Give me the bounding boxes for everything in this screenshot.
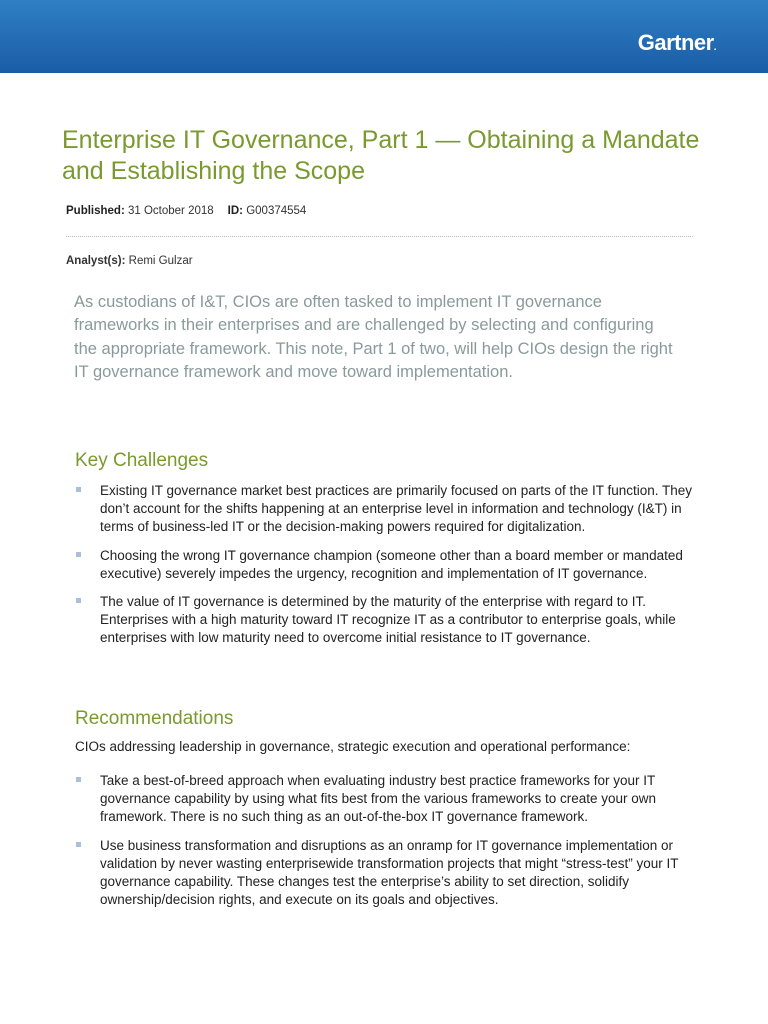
key-challenges-list bbox=[75, 482, 695, 648]
list-item bbox=[75, 547, 695, 583]
document-id: G00374554 bbox=[246, 205, 307, 217]
summary-paragraph: As custodians of I&T, CIOs are often tasked to implement IT governance frameworks in their enterprises and are challenged by selecting and configuring the appropriate framework. This note, Part 1 of two, will help CIOs design the right IT governance framework and move toward implementation. bbox=[74, 293, 673, 381]
published-label: Published: bbox=[66, 205, 125, 217]
list-item bbox=[75, 837, 695, 910]
document-title: Enterprise IT Governance, Part 1 — Obtaining a Mandate and Establishing the Scope bbox=[62, 126, 700, 185]
recommendations-heading: Recommendations bbox=[75, 708, 234, 729]
recommendation-text: Take a best-of-breed approach when evaluating industry best practice frameworks for your IT governance capability by using what fits best from the various frameworks to create your own framework. There is no such thing as an out-of-the-box IT governance framework. bbox=[100, 773, 657, 825]
recommendations-list bbox=[75, 772, 695, 909]
publication-meta bbox=[66, 205, 306, 217]
published-date: 31 October 2018 bbox=[127, 205, 214, 217]
analyst-line bbox=[66, 255, 193, 267]
square-bullet-icon bbox=[76, 777, 81, 782]
divider bbox=[66, 236, 693, 237]
recommendations-intro: CIOs addressing leadership in governance, strategic execution and operational performance: bbox=[75, 739, 631, 754]
key-challenges-heading: Key Challenges bbox=[75, 450, 209, 471]
challenge-text: The value of IT governance is determined by the maturity of the enterprise with regard to IT. Enterprises with a high maturity toward IT recognize IT as a contributor to enterprise goals, while enterprises with low maturity need to overcome initial resistance to IT governance. bbox=[100, 594, 676, 646]
analyst-label: Analyst(s): bbox=[66, 255, 126, 267]
header-bar bbox=[0, 0, 768, 73]
list-item bbox=[75, 772, 695, 827]
logo-mark: . bbox=[713, 42, 716, 53]
analyst-name: Remi Gulzar bbox=[128, 255, 193, 267]
square-bullet-icon bbox=[76, 598, 81, 603]
list-item bbox=[75, 482, 695, 537]
square-bullet-icon bbox=[76, 552, 81, 557]
list-item bbox=[75, 593, 695, 648]
challenge-text: Choosing the wrong IT governance champion (someone other than a board member or mandated executive) severely impedes the urgency, recognition and implementation of IT governance. bbox=[100, 547, 683, 581]
square-bullet-icon bbox=[76, 842, 81, 847]
gartner-logo: Gartner. bbox=[637, 30, 716, 55]
id-label: ID: bbox=[227, 205, 243, 217]
square-bullet-icon bbox=[76, 487, 81, 492]
challenge-text: Existing IT governance market best practices are primarily focused on parts of the IT function. They don’t account for the shifts happening at an enterprise level in information and technology (I&T) in terms of business-led IT or the decision-making powers required for digitalization. bbox=[100, 483, 693, 535]
recommendation-text: Use business transformation and disruptions as an onramp for IT governance implementation or validation by never wasting enterprisewide transformation projects that might “stress-test” your IT governance capability. These changes test the enterprise’s ability to set direction, solidify ownership/decision rights, and execute on its goals and objectives. bbox=[100, 837, 679, 908]
